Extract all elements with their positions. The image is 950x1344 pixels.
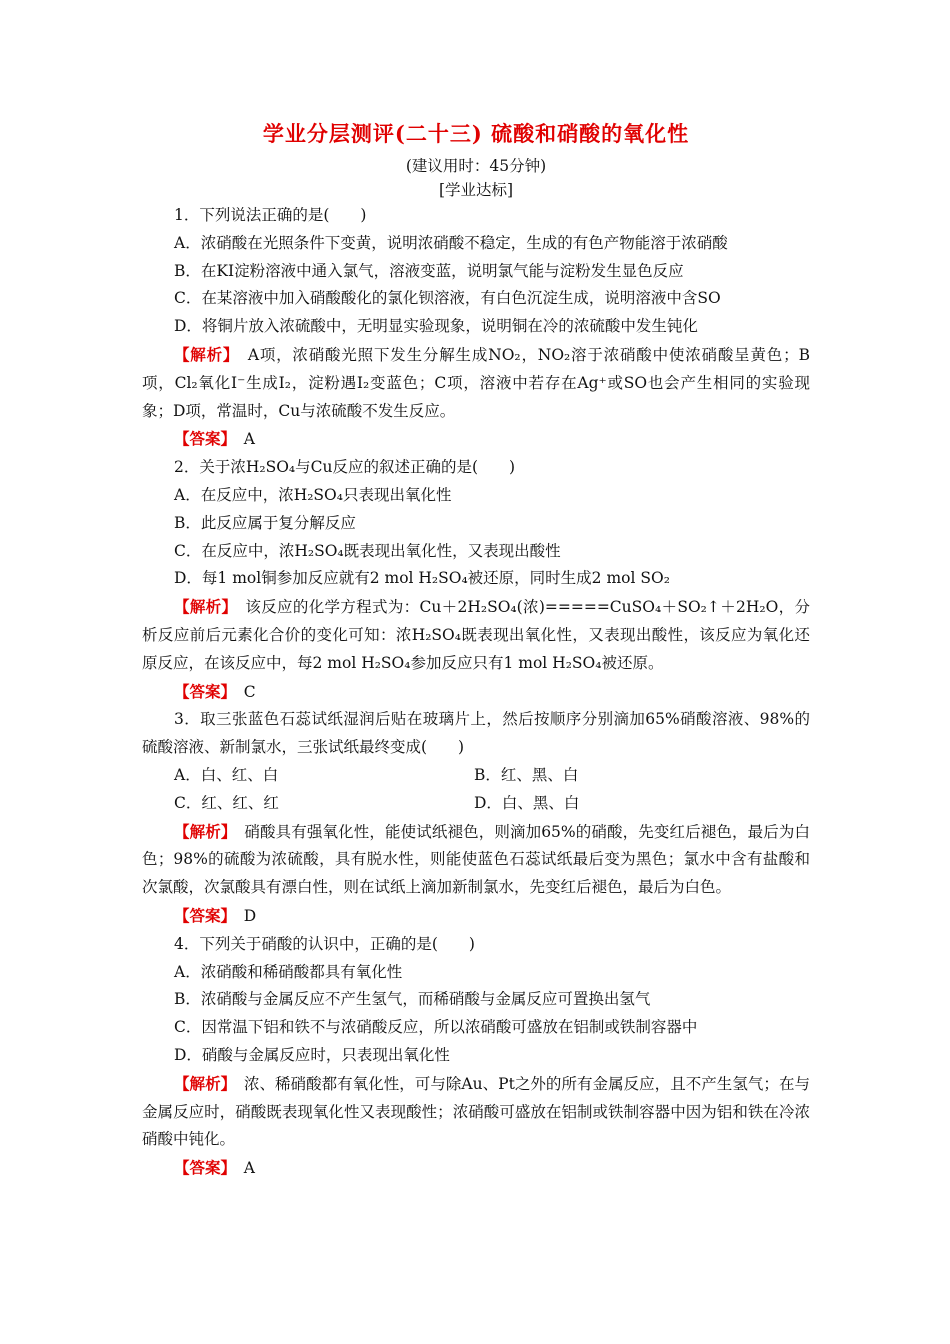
question-4-stem: 4．下列关于硝酸的认识中，正确的是( )	[174, 934, 475, 953]
question-3-option-d: D．白、黑、白	[474, 793, 580, 812]
answer-value: C	[243, 682, 256, 701]
question-1-analysis	[142, 341, 810, 425]
question-3-options-row-1	[142, 762, 810, 790]
question-2-answer	[142, 678, 810, 707]
answer-value: A	[243, 1159, 255, 1178]
question-2-option-c: C．在反应中，浓H₂SO₄既表现出氧化性，又表现出酸性	[174, 541, 561, 560]
analysis-text: 该反应的化学方程式为：Cu＋2H₂SO₄(浓)=====CuSO₄＋SO₂↑＋2H₂O，分析反应前后元素化合价的变化可知：浓H₂SO₄既表现出氧化性，又表现出酸性，该反应为氧化还原反应，在该反应中，每2 mol H₂SO₄参加反应只有1 mol H₂SO₄被还原。	[142, 598, 810, 672]
analysis-text: A项，浓硝酸光照下发生分解生成NO₂，NO₂溶于浓硝酸中使浓硝酸呈黄色；B项，Cl₂氧化I⁻生成I₂，淀粉遇I₂变蓝色；C项，溶液中若存在Ag⁺或SO也会产生相同的实验现象；D项，常温时，Cu与浓硫酸不发生反应。	[142, 345, 810, 420]
question-3-analysis	[142, 818, 810, 902]
question-4-analysis	[142, 1070, 810, 1154]
question-2-stem: 2．关于浓H₂SO₄与Cu反应的叙述正确的是( )	[174, 458, 516, 477]
question-1-option-a: A．浓硝酸在光照条件下变黄，说明浓硝酸不稳定，生成的有色产物能溶于浓硝酸	[174, 233, 728, 252]
question-2-option-b: B．此反应属于复分解反应	[174, 513, 356, 532]
answer-tag: 【答案】	[174, 429, 229, 449]
page-title: 学业分层测评(二十三) 硫酸和硝酸的氧化性	[262, 121, 690, 146]
analysis-text: 硝酸具有强氧化性，能使试纸褪色，则滴加65%的硝酸，先变红后褪色，最后为白色；98%的硫酸为浓硫酸，具有脱水性，则能使蓝色石蕊试纸最后变为黑色；氯水中含有盐酸和次氯酸，次氯酸具有漂白性，则在试纸上滴加新制氯水，先变红后褪色，最后为白色。	[142, 822, 810, 897]
question-4-answer	[142, 1154, 810, 1183]
answer-value: D	[243, 906, 257, 925]
question-1-stem: 1．下列说法正确的是( )	[174, 206, 367, 224]
answer-value: A	[243, 430, 255, 449]
question-4-option-a: A．浓硝酸和稀硝酸都具有氧化性	[174, 962, 403, 981]
question-3-option-a: A．白、红、白	[174, 765, 279, 784]
question-1-option-b: B．在KI淀粉溶液中通入氯气，溶液变蓝，说明氯气能与淀粉发生显色反应	[174, 261, 684, 280]
analysis-tag: 【解析】	[174, 1073, 229, 1093]
question-3-answer	[142, 902, 810, 931]
answer-tag: 【答案】	[174, 681, 229, 701]
question-2-analysis	[142, 593, 810, 677]
question-1-option-d: D．将铜片放入浓硫酸中，无明显实验现象，说明铜在冷的浓硫酸中发生钝化	[174, 317, 698, 336]
question-4-option-b: B．浓硝酸与金属反应不产生氢气，而稀硝酸与金属反应可置换出氢气	[174, 990, 651, 1009]
question-3-option-c: C．红、红、红	[174, 793, 279, 812]
suggested-time: (建议用时：45分钟)	[405, 157, 547, 175]
question-1-answer	[142, 425, 810, 454]
analysis-text: 浓、稀硝酸都有氧化性，可与除Au、Pt之外的所有金属反应，且不产生氢气；在与金属反应时，硝酸既表现氧化性又表现酸性；浓硝酸可盛放在铝制或铁制容器中因为铝和铁在冷浓硝酸中钝化。	[142, 1074, 810, 1149]
question-1-option-c: C．在某溶液中加入硝酸酸化的氯化钡溶液，有白色沉淀生成，说明溶液中含SO	[174, 289, 721, 308]
question-2-option-d: D．每1 mol铜参加反应就有2 mol H₂SO₄被还原，同时生成2 mol SO₂	[174, 569, 670, 588]
document-body	[142, 118, 810, 1183]
question-3-options-row-2	[142, 790, 810, 818]
answer-tag: 【答案】	[174, 1158, 229, 1178]
question-4-option-c: C．因常温下铝和铁不与浓硝酸反应，所以浓硝酸可盛放在铝制或铁制容器中	[174, 1018, 698, 1037]
analysis-tag: 【解析】	[174, 597, 230, 617]
question-3-stem: 3．取三张蓝色石蕊试纸湿润后贴在玻璃片上，然后按顺序分别滴加65%硝酸溶液、98%的硫酸溶液、新制氯水，三张试纸最终变成( )	[142, 710, 810, 757]
section-heading: [学业达标]	[438, 181, 514, 199]
question-3-option-b: B．红、黑、白	[474, 765, 579, 784]
analysis-tag: 【解析】	[174, 344, 232, 364]
answer-tag: 【答案】	[174, 905, 229, 925]
analysis-tag: 【解析】	[174, 821, 229, 841]
question-4-option-d: D．硝酸与金属反应时，只表现出氧化性	[174, 1045, 450, 1064]
question-2-option-a: A．在反应中，浓H₂SO₄只表现出氧化性	[174, 485, 452, 504]
